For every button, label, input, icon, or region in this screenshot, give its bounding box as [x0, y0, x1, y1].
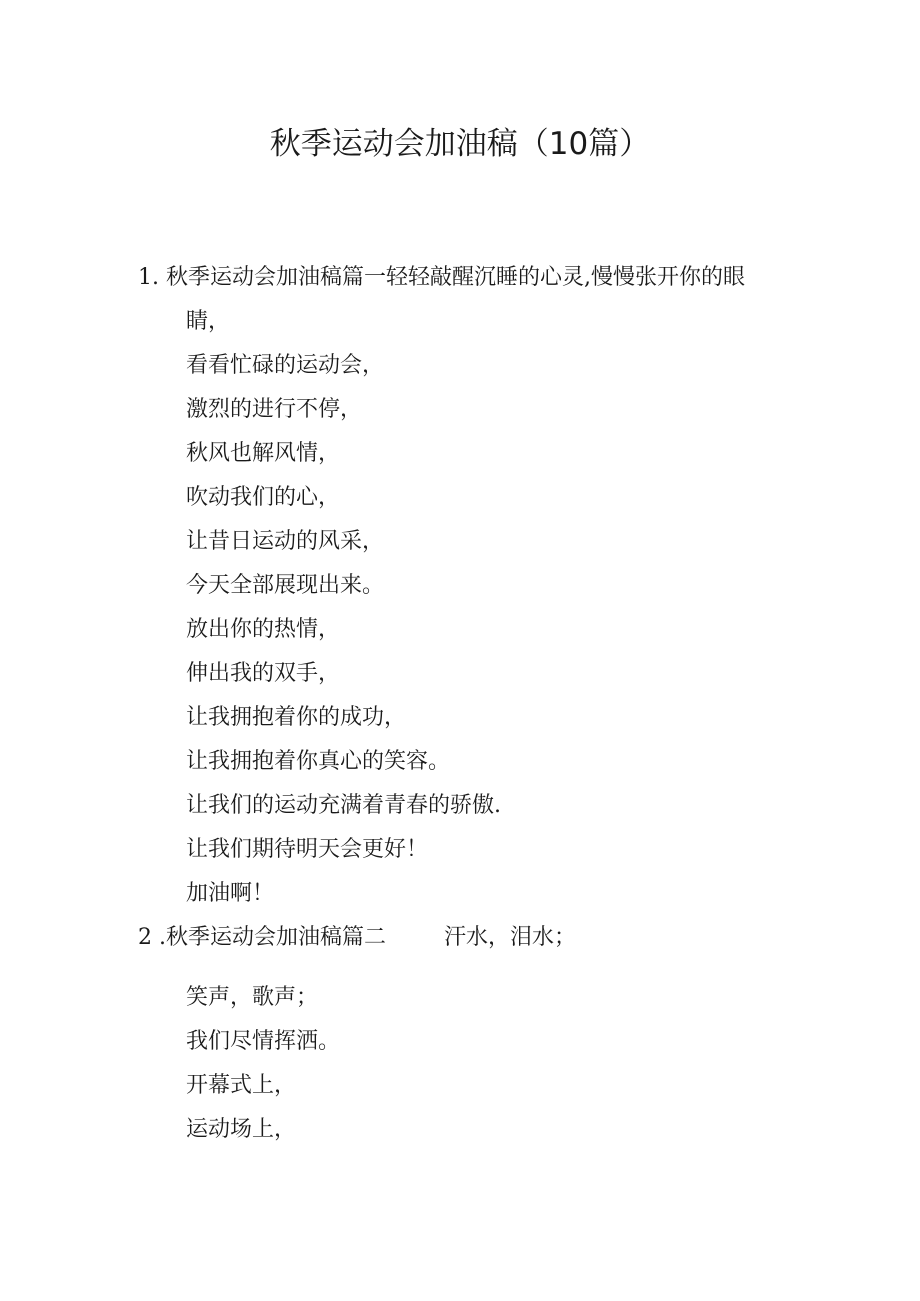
section-2-heading-text: .秋季运动会加油稿篇二: [159, 925, 386, 950]
section-1-heading-continuation: 睛，: [186, 309, 231, 334]
section-1-number: 1: [138, 265, 152, 290]
section-1-line: 秋风也解风情，: [186, 441, 341, 466]
section-1-line: 吹动我们的心，: [186, 485, 341, 510]
section-2-number: 2: [138, 925, 152, 950]
section-1-line: 伸出我的双手，: [186, 661, 341, 686]
section-2-heading-tail: 汗水，泪水；: [444, 925, 577, 950]
section-1-line: 让昔日运动的风采，: [186, 529, 385, 554]
section-1-line: 让我拥抱着你的成功，: [186, 705, 407, 730]
section-2-line: 运动场上，: [186, 1117, 297, 1142]
section-1-line: 看看忙碌的运动会，: [186, 353, 385, 378]
section-1-line: 让我拥抱着你真心的笑容。: [186, 749, 451, 774]
section-2-line: 开幕式上，: [186, 1073, 297, 1098]
section-2-line: 我们尽情挥洒。: [186, 1029, 341, 1054]
section-1-line: 加油啊！: [186, 881, 275, 906]
section-2-line: 笑声，歌声；: [186, 985, 319, 1010]
document-title: 秋季运动会加油稿（10篇）: [269, 126, 651, 162]
section-1-line: 激烈的进行不停，: [186, 397, 363, 422]
section-1-heading-text: . 秋季运动会加油稿篇一轻轻敲醒沉睡的心灵,慢慢张开你的眼: [152, 265, 745, 290]
section-2-heading: [138, 923, 576, 953]
section-1-line: 今天全部展现出来。: [186, 573, 385, 598]
section-1-heading: [138, 263, 745, 293]
section-1-line: 让我们期待明天会更好！: [186, 837, 429, 862]
section-1-line: 让我们的运动充满着青春的骄傲.: [186, 793, 501, 818]
section-1-line: 放出你的热情，: [186, 617, 341, 642]
